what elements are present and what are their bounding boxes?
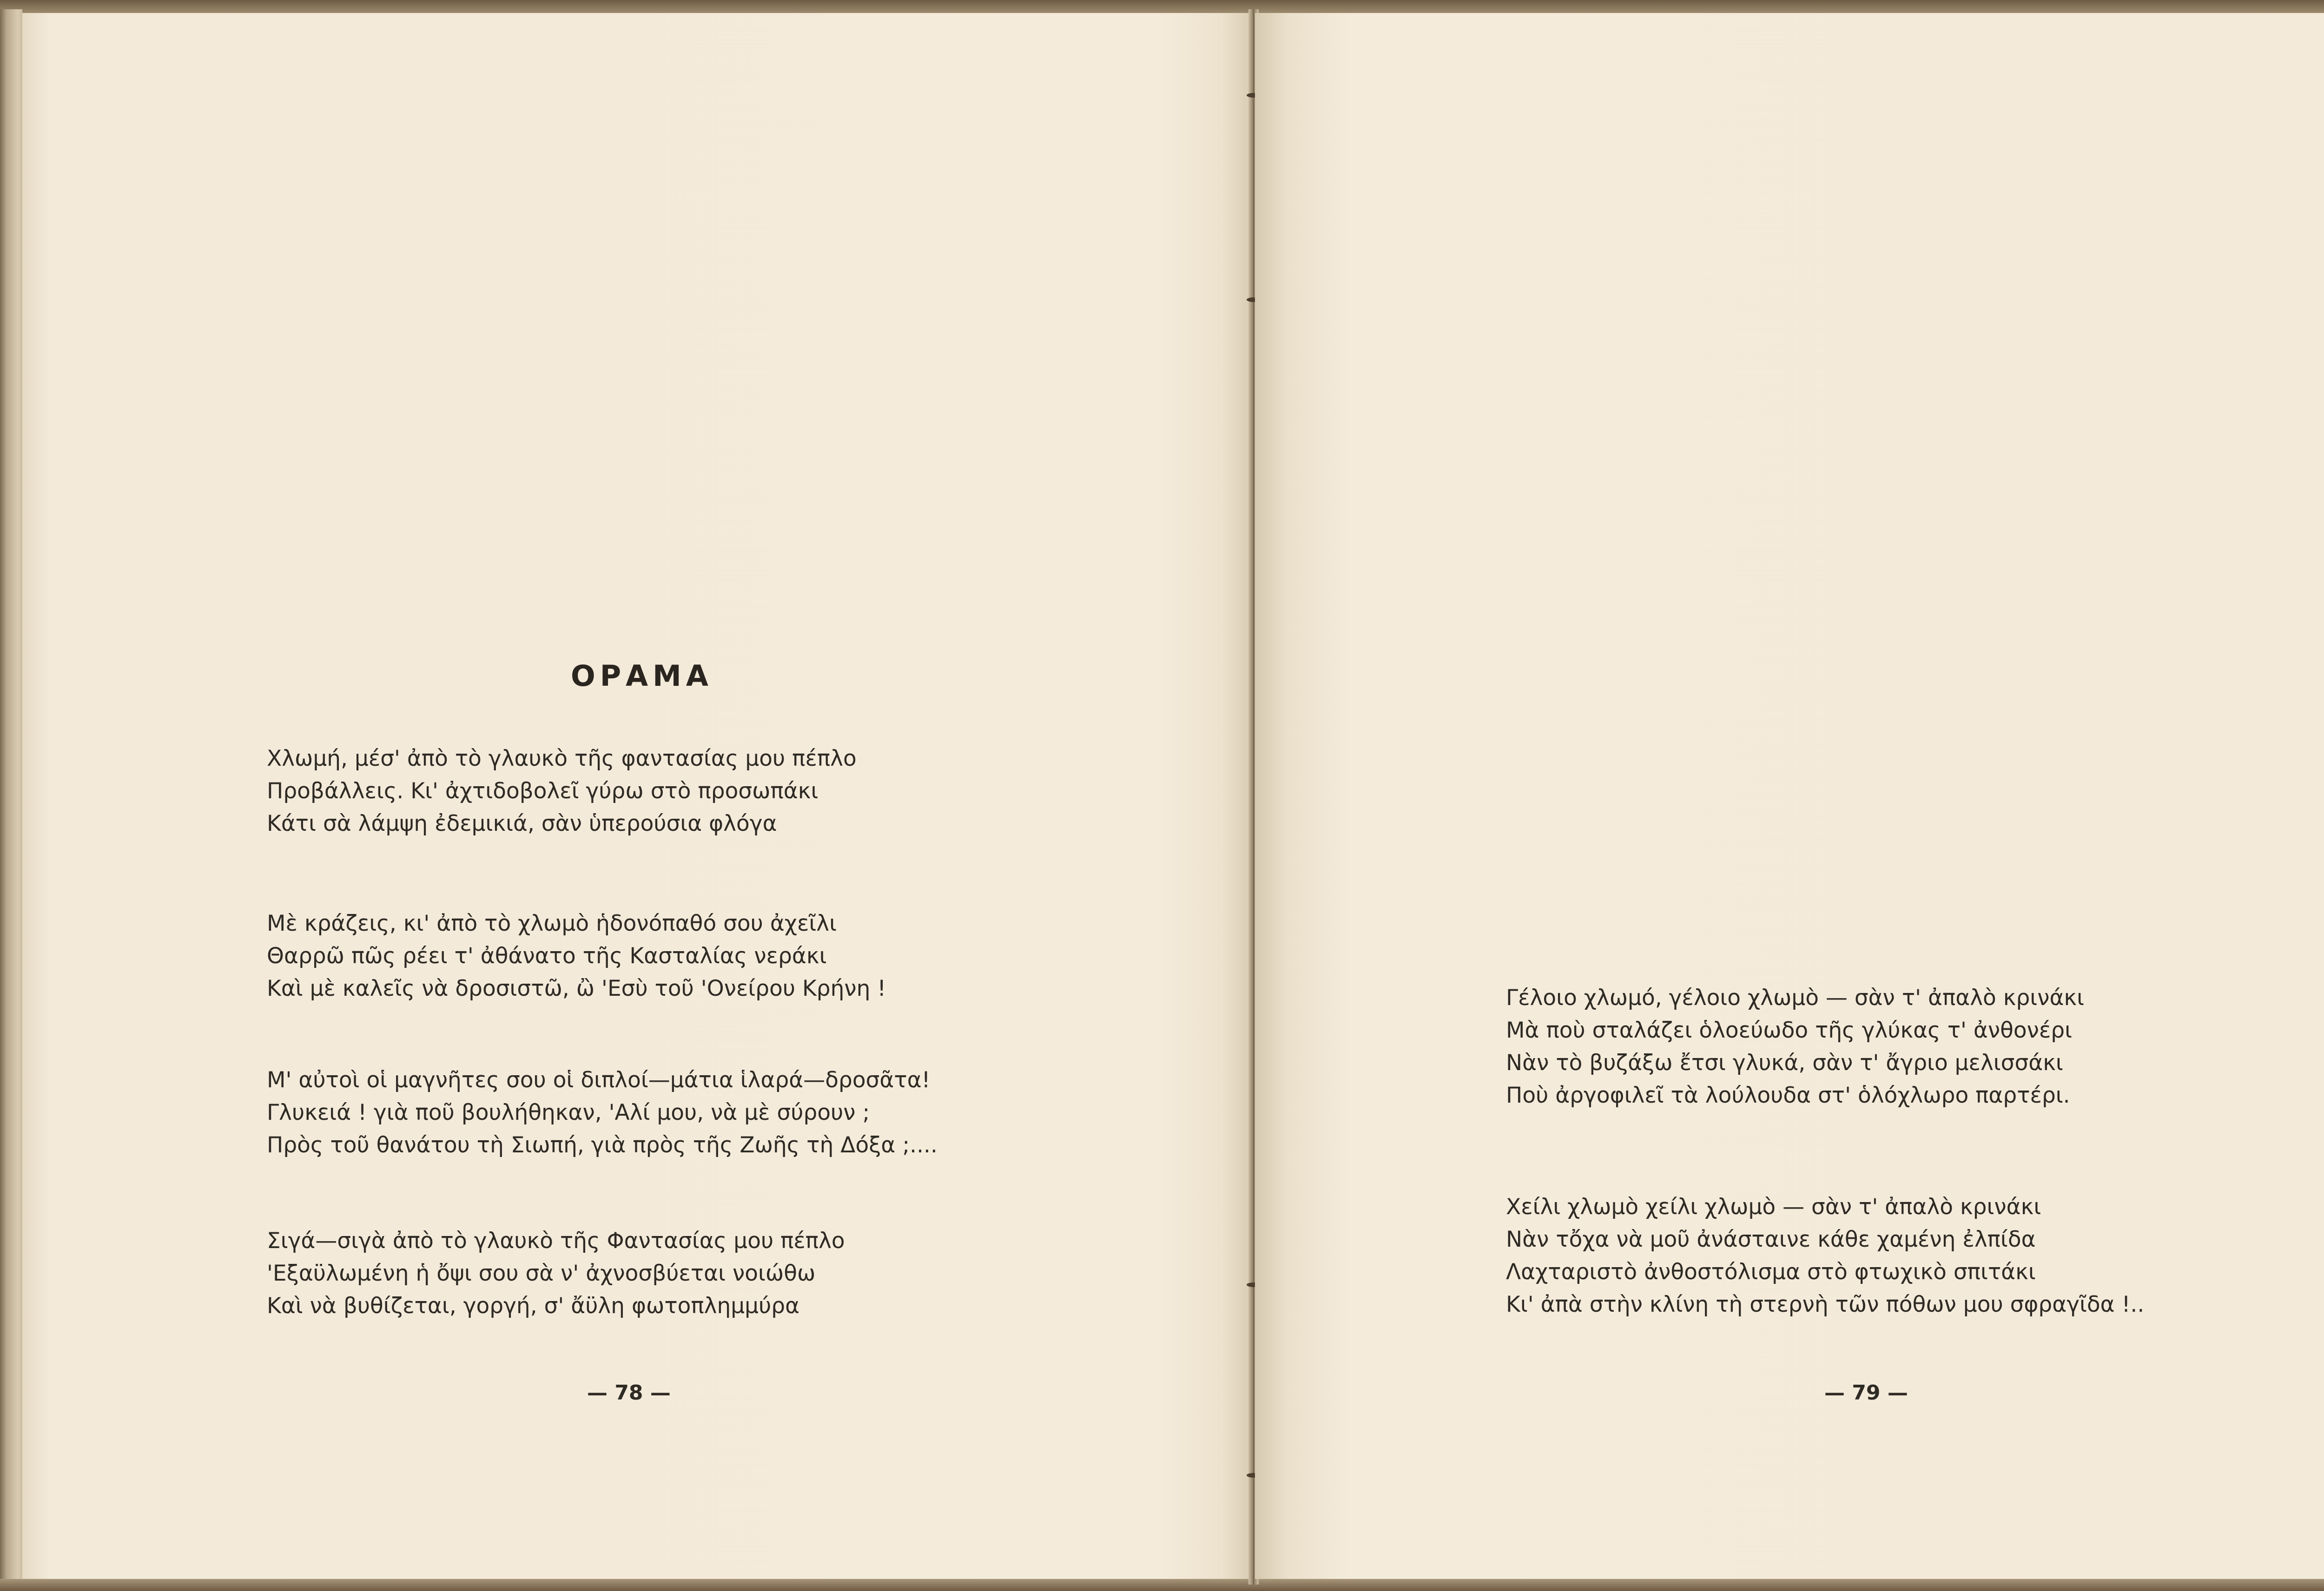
verse-line: Κάτι σὰ λάμψη ἐδεμικιά, σὰν ὑπερούσια φλόγα	[267, 811, 777, 836]
stanza-4	[267, 1225, 845, 1322]
verse-line: Προβάλλεις. Κι' ἀχτιδοβολεῖ γύρω στὸ προσωπάκι	[267, 778, 819, 804]
page-number: — 79 —	[1824, 1381, 1908, 1405]
verse-line: Ποὺ ἀργοφιλεῖ τὰ λούλουδα στ' ὁλόχλωρο παρτέρι.	[1506, 1083, 2070, 1108]
stanza-3	[267, 1064, 938, 1162]
verse-line: Χείλι χλωμὸ χείλι χλωμὸ — σὰν τ' ἀπαλὸ κρινάκι	[1506, 1194, 2041, 1220]
page-number: — 78 —	[587, 1381, 671, 1405]
stanza-2	[267, 907, 886, 1005]
verse-line: Νὰν τὄχα νὰ μοῦ ἀνάσταινε κάθε χαμένη ἐλπίδα	[1506, 1227, 2036, 1252]
book-bottom-edge	[0, 1579, 2324, 1591]
left-page	[22, 13, 1252, 1579]
verse-line: Μὲ κράζεις, κι' ἀπὸ τὸ χλωμὸ ἡδονόπαθό σου ἀχεῖλι	[267, 911, 837, 936]
verse-line: Μ' αὐτοὶ οἱ μαγνῆτες σου οἱ διπλοί—μάτια ἱλαρά—δροσᾶτα!	[267, 1067, 931, 1093]
verse-line: Λαχταριστὸ ἀνθοστόλισμα στὸ φτωχικὸ σπιτάκι	[1506, 1259, 2036, 1285]
verse-line: Γλυκειά ! γιὰ ποῦ βουλήθηκαν, 'Αλί μου, νὰ μὲ σύρουν ;	[267, 1100, 870, 1125]
book-top-edge	[0, 0, 2324, 13]
verse-line: Καὶ νὰ βυθίζεται, γοργή, σ' ἄϋλη φωτοπλημμύρα	[267, 1293, 800, 1319]
verse-line: Σιγά—σιγὰ ἀπὸ τὸ γλαυκὸ τῆς Φαντασίας μου πέπλο	[267, 1228, 845, 1254]
verse-line: Νὰν τὸ βυζάξω ἔτσι γλυκά, σὰν τ' ἄγριο μελισσάκι	[1506, 1050, 2063, 1076]
verse-line: Κι' ἀπὰ στὴν κλίνη τὴ στερνὴ τῶν πόθων μου σφραγῖδα !..	[1506, 1292, 2145, 1317]
verse-line: 'Εξαϋλωμένη ἡ ὄψι σου σὰ ν' ἀχνοσβύεται νοιώθω	[267, 1261, 816, 1286]
verse-line: Θαρρῶ πῶς ρέει τ' ἀθάνατο τῆς Κασταλίας νεράκι	[267, 943, 827, 969]
book-left-edge	[0, 9, 22, 1584]
stanza-1	[267, 743, 857, 840]
stanza-2	[1506, 1191, 2144, 1321]
verse-line: Χλωμή, μέσ' ἀπὸ τὸ γλαυκὸ τῆς φαντασίας μου πέπλο	[267, 746, 857, 771]
verse-line: Μὰ ποὺ σταλάζει ὁλοεύωδο τῆς γλύκας τ' ἀνθονέρι	[1506, 1018, 2073, 1043]
poem-title: ΟΡΑΜΑ	[571, 659, 713, 693]
stanza-1	[1506, 982, 2084, 1112]
verse-line: Γέλοιο χλωμό, γέλοιο χλωμὸ — σὰν τ' ἀπαλὸ κρινάκι	[1506, 985, 2085, 1011]
verse-line: Καὶ μὲ καλεῖς νὰ δροσιστῶ, ὢ 'Εσὺ τοῦ 'Ονείρου Κρήνη !	[267, 976, 886, 1001]
right-page	[1255, 13, 2324, 1579]
verse-line: Πρὸς τοῦ θανάτου τὴ Σιωπή, γιὰ πρὸς τῆς Ζωῆς τὴ Δόξα ;....	[267, 1132, 938, 1158]
